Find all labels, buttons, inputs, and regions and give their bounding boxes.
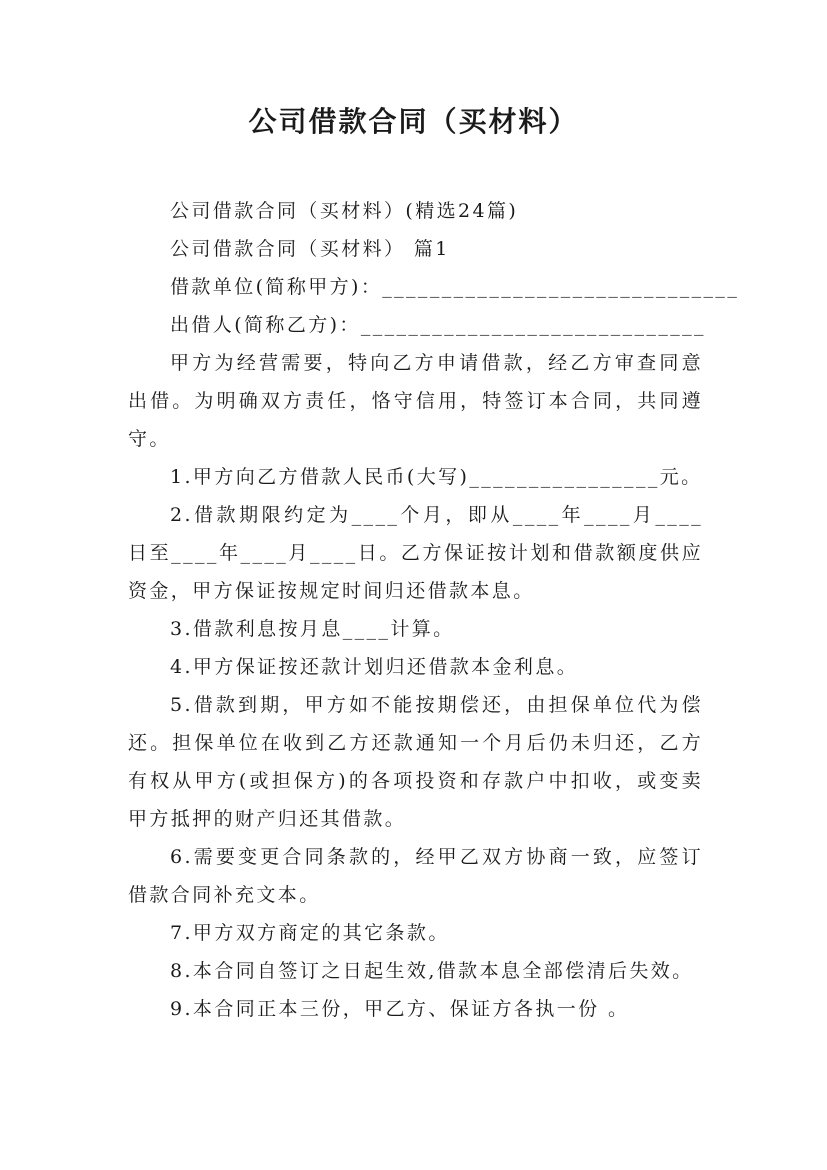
clause-7: 7.甲方双方商定的其它条款。 — [170, 922, 450, 944]
document-body — [128, 192, 740, 1028]
paragraph-subtitle: 公司借款合同（买材料）(精选24篇) — [170, 200, 519, 222]
clause-8: 8.本合同自签订之日起生效,借款本息全部偿清后失效。 — [170, 960, 694, 982]
clause-5: 5.借款到期，甲方如不能按期偿还，由担保单位代为偿还。担保单位在收到乙方还款通知一个月后仍未归还，乙方有权从甲方(或担保方)的各项投资和存款户中扣收，或变卖甲方抵押的财产归还其借款。 — [128, 694, 703, 830]
clause-4: 4.甲方保证按还款计划归还借款本金利息。 — [170, 656, 579, 678]
clause-3: 3.借款利息按月息____计算。 — [170, 618, 455, 640]
clause-9: 9.本合同正本三份，甲乙方、保证方各执一份 。 — [170, 998, 630, 1020]
paragraph-section-heading: 公司借款合同（买材料） 篇1 — [170, 238, 450, 260]
clause-6: 6.需要变更合同条款的，经甲乙双方协商一致，应签订借款合同补充文本。 — [128, 846, 703, 906]
paragraph-lender-field: 出借人(简称乙方)：_____________________________ — [170, 314, 706, 336]
paragraph-preamble: 甲方为经营需要，特向乙方申请借款，经乙方审查同意出借。为明确双方责任，恪守信用，特签订本合同，共同遵守。 — [128, 352, 703, 450]
paragraph-borrower-field: 借款单位(简称甲方)：______________________________ — [170, 276, 740, 298]
document-title: 公司借款合同（买材料） — [248, 105, 579, 138]
clause-1: 1.甲方向乙方借款人民币(大写)________________元。 — [170, 466, 703, 488]
clause-2: 2.借款期限约定为____个月，即从____年____月____日至____年____月____日。乙方保证按计划和借款额度供应资金，甲方保证按规定时间归还借款本息。 — [128, 504, 703, 602]
